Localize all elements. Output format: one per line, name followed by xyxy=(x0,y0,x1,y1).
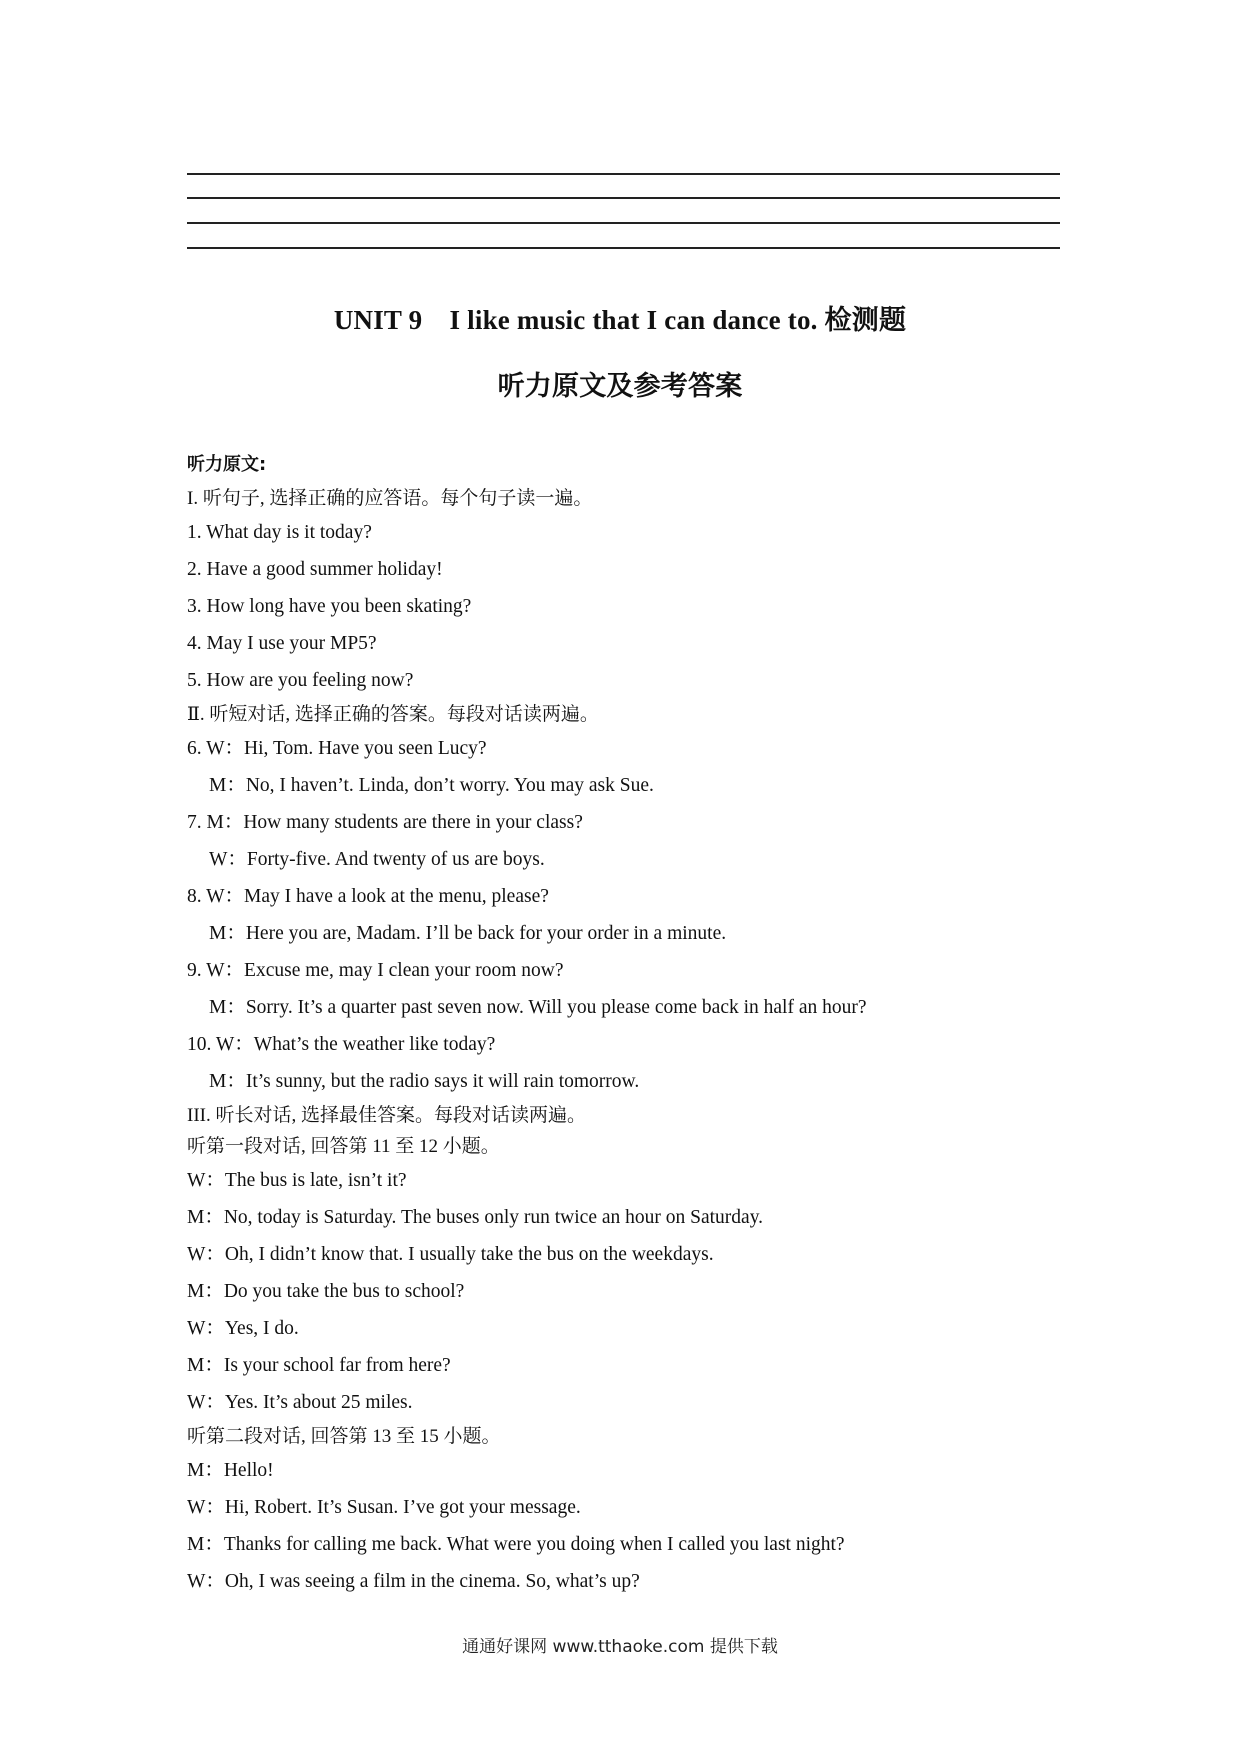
transcript-lines xyxy=(187,483,1087,1600)
section-instruction: Ⅱ. 听短对话, 选择正确的答案。每段对话读两遍。 xyxy=(187,704,599,725)
transcript-line: W：Yes. It’s about 25 miles. xyxy=(187,1392,413,1413)
section-instruction: 听第一段对话, 回答第 11 至 12 小题。 xyxy=(187,1136,500,1157)
document-subtitle: 听力原文及参考答案 xyxy=(497,371,743,401)
document-title: UNIT 9 I like music that I can dance to. 检测题 xyxy=(333,305,907,335)
answer-line-4 xyxy=(187,247,1060,249)
section-instruction: III. 听长对话, 选择最佳答案。每段对话读两遍。 xyxy=(187,1105,586,1126)
transcript-line: W：The bus is late, isn’t it? xyxy=(187,1170,407,1191)
transcript-line: 8. W：May I have a look at the menu, please? xyxy=(187,886,549,907)
transcript-line: 10. W：What’s the weather like today? xyxy=(187,1034,496,1055)
section-instruction: I. 听句子, 选择正确的应答语。每个句子读一遍。 xyxy=(187,488,593,509)
transcript-line: M：Thanks for calling me back. What were you doing when I called you last night? xyxy=(187,1534,845,1555)
transcript-line: M：It’s sunny, but the radio says it will rain tomorrow. xyxy=(209,1071,640,1092)
transcript-line: M：Here you are, Madam. I’ll be back for your order in a minute. xyxy=(209,923,727,944)
transcript-heading: 听力原文: xyxy=(187,454,267,475)
transcript-line: M：Hello! xyxy=(187,1460,274,1481)
transcript-line: W：Oh, I didn’t know that. I usually take the bus on the weekdays. xyxy=(187,1244,714,1265)
transcript-line: M：Sorry. It’s a quarter past seven now. Will you please come back in half an hour? xyxy=(209,997,867,1018)
transcript-line: W：Forty-five. And twenty of us are boys. xyxy=(209,849,545,870)
transcript-line: W：Oh, I was seeing a film in the cinema. So, what’s up? xyxy=(187,1571,640,1592)
answer-line-2 xyxy=(187,197,1060,199)
transcript-line: W：Yes, I do. xyxy=(187,1318,299,1339)
transcript-line: 2. Have a good summer holiday! xyxy=(187,559,443,580)
answer-line-1 xyxy=(187,173,1060,175)
transcript-line: W：Hi, Robert. It’s Susan. I’ve got your message. xyxy=(187,1497,581,1518)
transcript-body xyxy=(187,446,1087,1600)
transcript-line: M：Do you take the bus to school? xyxy=(187,1281,465,1302)
section-instruction: 听第二段对话, 回答第 13 至 15 小题。 xyxy=(187,1426,501,1447)
transcript-line: 3. How long have you been skating? xyxy=(187,596,472,617)
page-footer: 通通好课网 www.tthaoke.com 提供下载 xyxy=(462,1637,778,1657)
answer-line-3 xyxy=(187,222,1060,224)
transcript-line: 5. How are you feeling now? xyxy=(187,670,414,691)
transcript-line: 6. W：Hi, Tom. Have you seen Lucy? xyxy=(187,738,487,759)
transcript-line: 1. What day is it today? xyxy=(187,522,372,543)
transcript-line: M：No, I haven’t. Linda, don’t worry. You may ask Sue. xyxy=(209,775,654,796)
transcript-line: 9. W：Excuse me, may I clean your room now? xyxy=(187,960,564,981)
transcript-line: M：Is your school far from here? xyxy=(187,1355,451,1376)
transcript-line: 7. M：How many students are there in your class? xyxy=(187,812,583,833)
transcript-line: 4. May I use your MP5? xyxy=(187,633,377,654)
transcript-line: M：No, today is Saturday. The buses only run twice an hour on Saturday. xyxy=(187,1207,764,1228)
